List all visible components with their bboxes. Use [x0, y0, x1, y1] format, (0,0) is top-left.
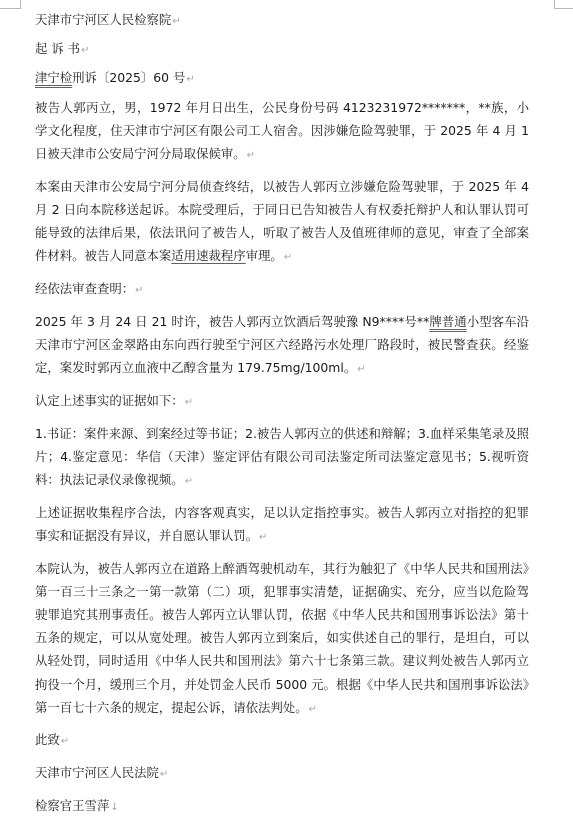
paragraph-mark: ↵ — [259, 531, 268, 543]
doc-title — [35, 37, 529, 62]
paragraph-mark: ↵ — [81, 45, 90, 57]
grammar-flag-brand[interactable]: 牌普通 — [429, 313, 467, 329]
conclusion-text: 本院认为，被告人郭丙立在道路上醉酒驾驶机动车，其行为触犯了《中华人民共和国刑法》第一百三十三条之一第一款第（二）项，犯罪事实清楚，证据确实、充分，应当以危险驾驶罪追究其刑事责任。被告人郭丙立认罪认罚，依据《中华人民共和国刑事诉讼法》第十五条的规定，可以从宽处理。被告人郭丙立到案后，如实供述自己的罪行，是坦白，可以从轻处罚，同时适用《中华人民共和国刑法》第六十七条第三款。建议判处被告人郭丙立拘役一个月，缓刑三个月，并处罚金人民币 5000 元。根据《中华人民共和国刑事诉讼法》第一百七十六条的规定，提起公诉，请依法判处。 — [35, 560, 529, 715]
recipient-text: 天津市宁河区人民法院 — [35, 765, 159, 781]
paragraph-mark: ↵ — [172, 16, 181, 27]
paragraph-mark: ↵ — [60, 736, 70, 748]
doc-type: 起 诉 书 — [35, 41, 81, 57]
doc-number-line — [35, 66, 529, 91]
org-heading — [35, 8, 529, 33]
prosecutor-line — [35, 794, 529, 819]
page-corner-top-left — [0, 0, 21, 9]
facts-text-before: 2025 年 3 月 24 日 21 时许，被告人郭丙立饮酒后驾驶豫 N9****号** — [35, 313, 430, 329]
prosecutor-text: 检察官王雪萍 — [35, 797, 110, 813]
facts-text-after: 小型客车沿天津市宁河区金翠路由东向西行驶至宁河区六经路污水处理厂路段时，被民警查获。经鉴定，案发时郭丙立血液中乙醇含量为 179.75mg/100ml。 — [35, 313, 529, 376]
grammar-flag-procedure[interactable]: 适用速裁程序 — [171, 248, 246, 264]
doc-number-prefix[interactable]: 津宁检 — [35, 70, 73, 86]
paragraph-mark: ↵ — [184, 475, 194, 487]
org-name: 天津市宁河区人民检察院 — [35, 12, 172, 27]
paragraph-case — [35, 175, 529, 270]
evidence-text: 1.书证：案件来源、到案经过等书证；2.被告人郭丙立的供述和辩解；3.血样采集笔录及照片；4.鉴定意见：华信（天津）鉴定评估有限公司司法鉴定所司法鉴定意见书；5.视听资料：执法记录仪录像视频。 — [35, 425, 529, 487]
line-break-mark: ↓ — [110, 801, 119, 813]
case-text-after: 审理。 — [245, 248, 283, 264]
paragraph-facts — [35, 310, 529, 382]
evidence-intro-text: 认定上述事实的证据如下： — [35, 392, 184, 408]
closing-line — [35, 728, 529, 753]
paragraph-mark: ↵ — [246, 150, 256, 162]
document-body[interactable] — [35, 8, 529, 827]
paragraph-finding-intro — [35, 277, 529, 302]
defendant-text: 被告人郭丙立，男，1972 年月日出生，公民身份号码 4123231972*******，**族，小学文化程度，住天津市宁河区有限公司工人宿舍。因涉嫌危险驾驶罪，于 2025 年 4 月 1 日被天津市公安局宁河分局取保候审。 — [35, 99, 529, 162]
paragraph-confirm — [35, 501, 529, 549]
case-text-before: 本案由天津市公安局宁河分局侦查终结，以被告人郭丙立涉嫌危险驾驶罪，于 2025 年 4 月 2 日向本院移送起诉。本院受理后，于同日已告知被告人有权委托辩护人和认罪认罚可能导致的法律后果，依法讯问了被告人，听取了被告人及值班律师的意见，审查了全部案件材料。被告人同意本案 — [35, 178, 529, 264]
closing-text: 此致 — [35, 732, 60, 748]
paragraph-mark: ↵ — [186, 74, 195, 86]
doc-number-rest: 刑诉〔2025〕60 号 — [72, 70, 186, 86]
paragraph-evidence-intro — [35, 389, 529, 414]
paragraph-mark: ↵ — [135, 285, 144, 297]
recipient-line — [35, 761, 529, 786]
paragraph-mark: ↵ — [283, 252, 293, 264]
paragraph-evidence — [35, 422, 529, 494]
page-corner-top-right — [554, 0, 573, 9]
paragraph-mark: ↵ — [159, 769, 169, 781]
confirm-text: 上述证据收集程序合法，内容客观真实，足以认定指控事实。被告人郭丙立对指控的犯罪事实和证据没有异议，并自愿认罪认罚。 — [35, 504, 529, 543]
finding-intro-text: 经依法审查查明： — [35, 281, 135, 297]
paragraph-mark: ↵ — [308, 703, 317, 715]
paragraph-mark: ↵ — [184, 396, 194, 408]
paragraph-defendant — [35, 96, 529, 168]
paragraph-conclusion — [35, 557, 529, 721]
paragraph-mark: ↵ — [357, 364, 366, 376]
